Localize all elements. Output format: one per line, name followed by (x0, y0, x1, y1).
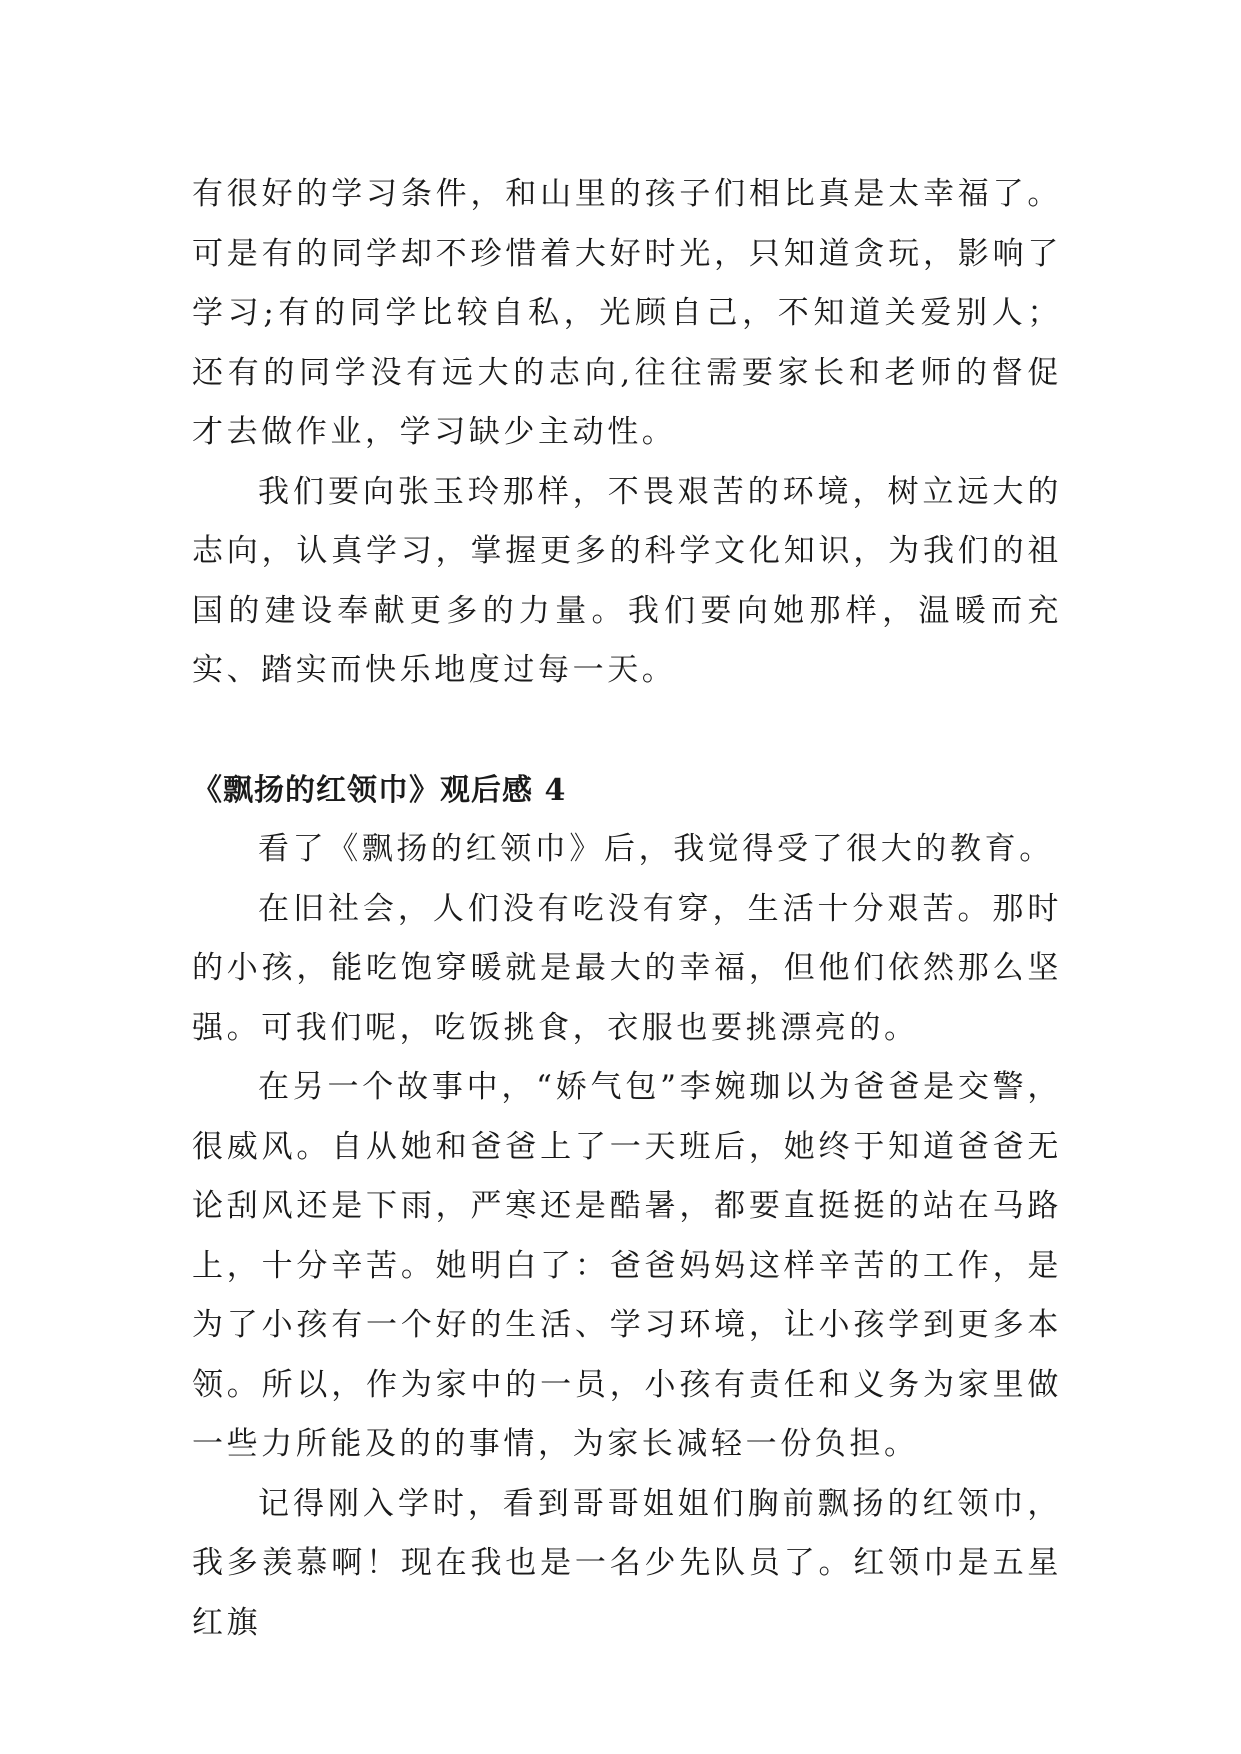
paragraph-old-society: 在旧社会，人们没有吃没有穿，生活十分艰苦。那时的小孩，能吃饱穿暖就是最大的幸福，但他们依然那么坚强。可我们呢，吃饭挑食，衣服也要挑漂亮的。 (192, 890, 1062, 1046)
paragraph-story: 在另一个故事中，“娇气包”李婉珈以为爸爸是交警，很威风。自从她和爸爸上了一天班后，她终于知道爸爸无论刮风还是下雨，严寒还是酷暑，都要直挺挺的站在马路上，十分辛苦。她明白了：爸爸妈妈这样辛苦的工作，是为了小孩有一个好的生活、学习环境，让小孩学到更多本领。所以，作为家中的一员，小孩有责任和义务为家里做一些力所能及的的事情，为家长减轻一份负担。 (192, 1069, 1062, 1462)
paragraph-aspiration: 我们要向张玉玲那样，不畏艰苦的环境，树立远大的志向，认真学习，掌握更多的科学文化知识，为我们的祖国的建设奉献更多的力量。我们要向她那样，温暖而充实、踏实而快乐地度过每一天。 (192, 473, 1062, 688)
paragraph-intro: 看了《飘扬的红领巾》后，我觉得受了很大的教育。 (258, 831, 1054, 867)
section-title: 《飘扬的红领巾》观后感 4 (192, 772, 567, 808)
document-body (192, 165, 1062, 1653)
paragraph-continued: 有很好的学习条件，和山里的孩子们相比真是太幸福了。可是有的同学却不珍惜着大好时光，只知道贪玩，影响了学习;有的同学比较自私，光顾自己，不知道关爱别人；还有的同学没有远大的志向,往往需要家长和老师的督促才去做作业，学习缺少主动性。 (192, 176, 1062, 450)
paragraph-memory: 记得刚入学时，看到哥哥姐姐们胸前飘扬的红领巾，我多羡慕啊！现在我也是一名少先队员了。红领巾是五星红旗 (192, 1485, 1062, 1641)
